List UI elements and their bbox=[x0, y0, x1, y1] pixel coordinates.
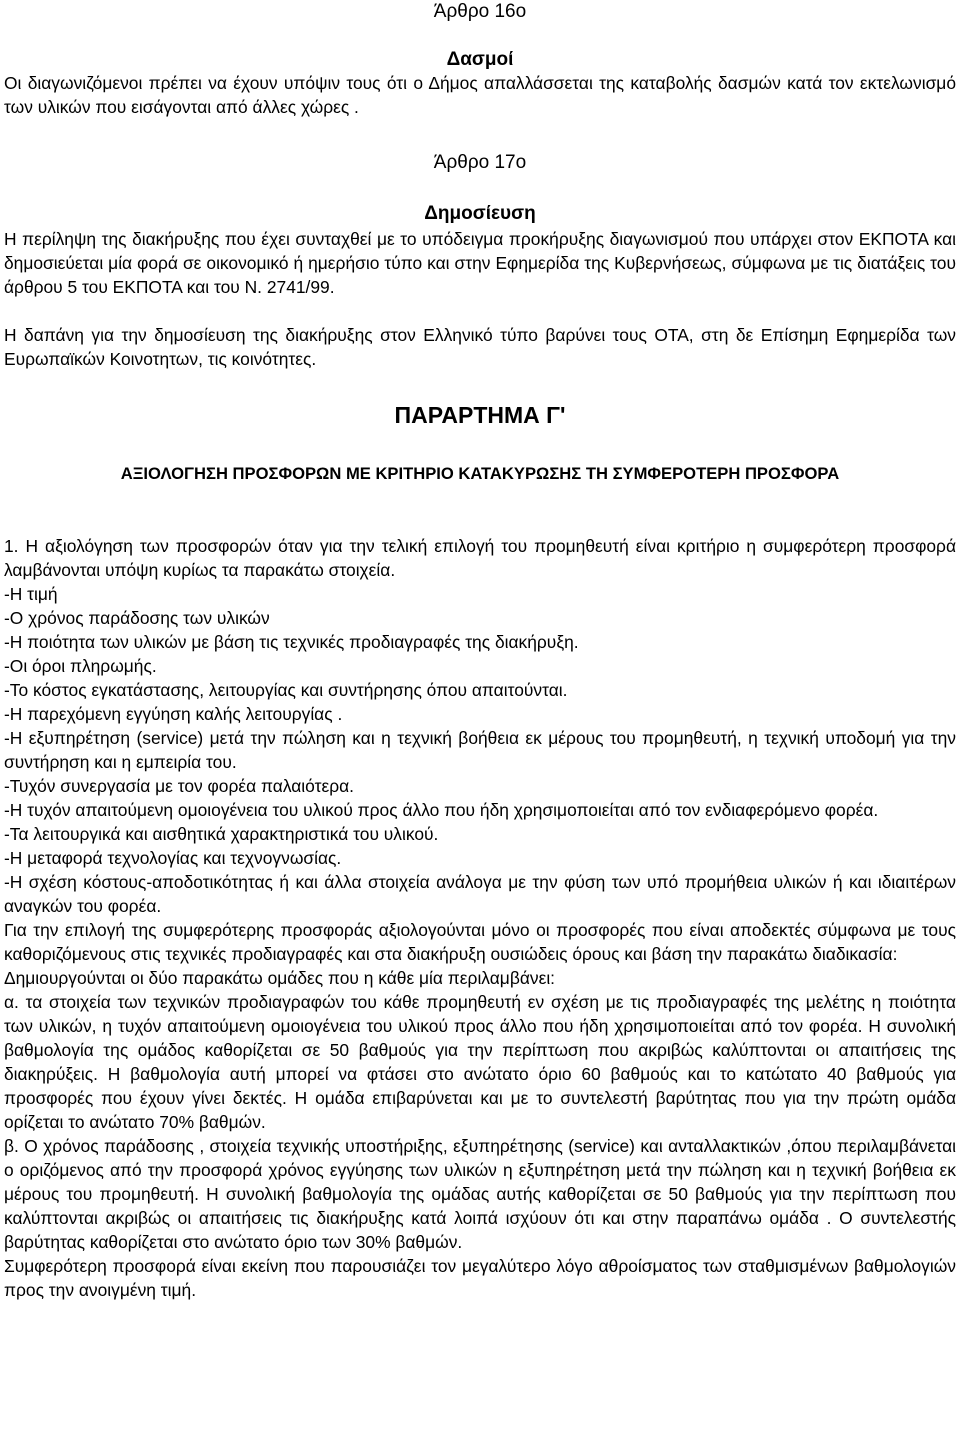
article-17-title: Άρθρο 17ο bbox=[433, 152, 527, 173]
criteria-item: -Η ποιότητα των υλικών με βάση τις τεχνικές προδιαγραφές της διακήρυξη. bbox=[4, 632, 579, 652]
article-16-title: Άρθρο 16ο bbox=[433, 1, 527, 22]
article-17-paragraph-2: Η δαπάνη για την δημοσίευση της διακήρυξης στον Ελληνικό τύπο βαρύνει τους ΟΤΑ, στη δε Επίσημη Εφημερίδα των Ευρωπαϊκών Κοινοτητων, τις κοινότητες. bbox=[4, 325, 956, 369]
criteria-section bbox=[4, 534, 956, 1302]
criteria-item: -Η τιμή bbox=[4, 584, 58, 604]
criteria-item: -Ο χρόνος παράδοσης των υλικών bbox=[4, 608, 270, 628]
criteria-item: -Η μεταφορά τεχνολογίας και τεχνογνωσίας. bbox=[4, 848, 342, 868]
conclusion-paragraph: Συμφερότερη προσφορά είναι εκείνη που παρουσιάζει τον μεγαλύτερο λόγο αθροίσματος των σταθμισμένων βαθμολογιών προς την ανοιγμένη τιμή. bbox=[4, 1256, 956, 1300]
criteria-item: -Τα λειτουργικά και αισθητικά χαρακτηριστικά του υλικού. bbox=[4, 824, 439, 844]
criteria-item: -Η παρεχόμενη εγγύηση καλής λειτουργίας . bbox=[4, 704, 343, 724]
article-16-heading: Δασμοί bbox=[446, 49, 514, 70]
criteria-item: -Η τυχόν απαιτούμενη ομοιογένεια του υλικού προς άλλο που ήδη χρησιμοποιείται από τον ενδιαφερόμενο φορέα. bbox=[4, 800, 879, 820]
criteria-item: -Η εξυπηρέτηση (service) μετά την πώληση και η τεχνική βοήθεια εκ μέρους του προμηθευτή, η τεχνική υποδομή για την συντήρηση και η εμπειρία του. bbox=[4, 728, 956, 772]
annex-subtitle: ΑΞΙΟΛΟΓΗΣΗ ΠΡΟΣΦΟΡΩΝ ΜΕ ΚΡΙΤΗΡΙΟ ΚΑΤΑΚΥΡΩΣΗΣ ΤΗ ΣΥΜΦΕΡΟΤΕΡΗ ΠΡΟΣΦΟΡΑ bbox=[120, 464, 840, 483]
selection-paragraph: Για την επιλογή της συμφερότερης προσφοράς αξιολογούνται μόνο οι προσφορές που είναι αποδεκτές σύμφωνα με τους καθοριζόμενους στις τεχνικές προδιαγραφές και στα διακήρυξη ουσιώδεις όρους και βάση την παρακάτω διαδικασία: bbox=[4, 920, 956, 964]
article-17-paragraph-1: Η περίληψη της διακήρυξης που έχει συνταχθεί με το υπόδειγμα προκήρυξης διαγωνισμού που υπάρχει στον ΕΚΠΟΤΑ και δημοσιεύεται μία φορά σε οικονομικό ή ημερήσιο τύπο και στην Εφημερίδα της Κυβερνήσεως, σύμφωνα με τις διατάξεις του άρθρου 5 του ΕΚΠΟΤΑ και του Ν. 2741/99. bbox=[4, 229, 956, 297]
criteria-item: -Η σχέση κόστους-αποδοτικότητας ή και άλλα στοιχεία ανάλογα με την φύση των υπό προμήθεια υλικών ή και ιδιαιτέρων αναγκών του φορέα. bbox=[4, 872, 956, 916]
article-17-heading: Δημοσίευση bbox=[424, 203, 536, 224]
criteria-item: -Οι όροι πληρωμής. bbox=[4, 656, 157, 676]
group-a-paragraph: α. τα στοιχεία των τεχνικών προδιαγραφών του κάθε προμηθευτή εν σχέση με τις προδιαγραφές της μελέτης η ποιότητα των υλικών, η τυχόν απαιτούμενη ομοιογένεια του υλικού προς άλλο που ήδη χρησιμοποιείται από τον φορέα. Η συνολική βαθμολογία της ομάδος καθορίζεται σε 50 βαθμούς για την περίπτωση που ακριβώς καλύπτονται οι απαιτήσεις της διακηρύξεις. Η βαθμολογία αυτή μπορεί να φτάσει στο ανώτατο όριο 60 βαθμούς και το κατώτατο 40 βαθμούς για προσφορές που έχουν γίνει δεκτές. Η ομάδα επιβαρύνεται και με το συντελεστή βαρύτητας που για την πρώτη ομάδα ορίζεται το ανώτατο 70% βαθμών. bbox=[4, 992, 956, 1132]
criteria-intro: 1. Η αξιολόγηση των προσφορών όταν για την τελική επιλογή του προμηθευτή είναι κριτήριο η συμφερότερη προσφορά λαμβάνονται υπόψη κυρίως τα παρακάτω στοιχεία. bbox=[4, 536, 956, 580]
article-16-body: Οι διαγωνιζόμενοι πρέπει να έχουν υπόψιν τους ότι ο Δήμος απαλλάσσεται της καταβολής δασμών κατά τον εκτελωνισμό των υλικών που εισάγονται από άλλες χώρες . bbox=[4, 73, 956, 117]
criteria-item: -Τυχόν συνεργασία με τον φορέα παλαιότερα. bbox=[4, 776, 354, 796]
group-b-paragraph: β. Ο χρόνος παράδοσης , στοιχεία τεχνικής υποστήριξης, εξυπηρέτησης (service) και ανταλλακτικών ,όπου περιλαμβάνεται ο οριζόμενος από την προσφορά χρόνος εγγύησης των υλικών η εξυπηρέτηση μετά την πώληση και η τεχνική βοήθεια εκ μέρους του προμηθευτή. Η συνολική βαθμολογία της ομάδας αυτής καθορίζεται σε 50 βαθμούς για την περίπτωση που καλύπτονται ακριβώς οι απαιτήσεις τις διακήρυξης κατά λοιπά ισχύουν ότι και στην παραπάνω ομάδα . Ο συντελεστής βαρύτητας καθορίζεται στο ανώτατο όριο των 30% βαθμών. bbox=[4, 1136, 956, 1252]
annex-title: ΠΑΡΑΡΤΗΜΑ Γ' bbox=[394, 402, 566, 428]
groups-intro: Δημιουργούνται οι δύο παρακάτω ομάδες που η κάθε μία περιλαμβάνει: bbox=[4, 968, 556, 988]
criteria-item: -Το κόστος εγκατάστασης, λειτουργίας και συντήρησης όπου απαιτούνται. bbox=[4, 680, 568, 700]
